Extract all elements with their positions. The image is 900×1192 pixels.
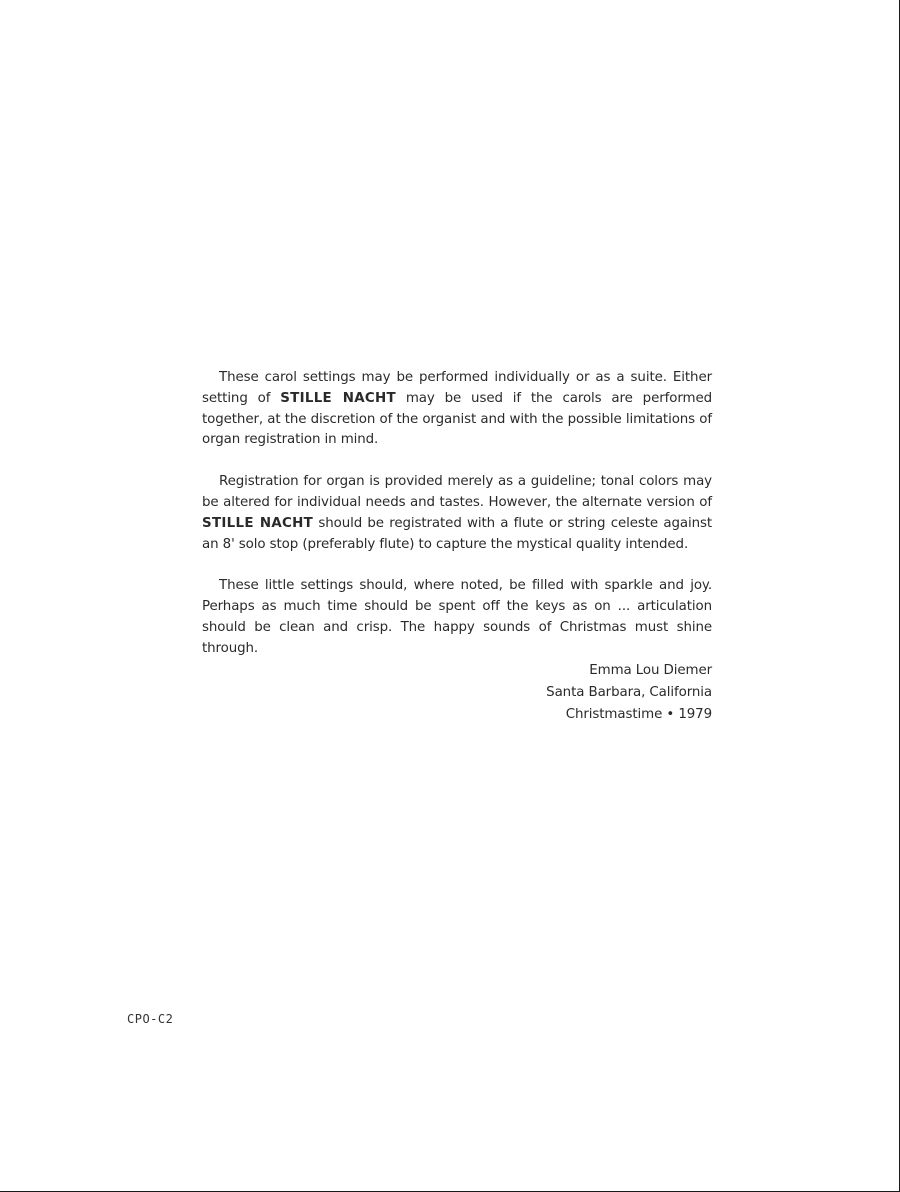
paragraph-performance-text-a: These carol settings may be performed individually or as a suite. Either setting of <box>202 370 712 406</box>
author-location: Santa Barbara, California <box>546 684 712 700</box>
signature-date: Christmastime • 1979 <box>565 706 712 722</box>
preface-text <box>202 368 712 726</box>
paragraph-registration-text-a: Registration for organ is provided merely as a guideline; tonal colors may be altered for individual needs and tastes. However, the alternate version of <box>202 474 712 510</box>
paragraph-registration-text-b: should be registrated with a flute or string celeste against an 8' solo stop (preferably flute) to capture the mystical quality intended. <box>202 515 712 552</box>
author-name: Emma Lou Diemer <box>589 662 712 678</box>
paragraph-performance <box>202 368 712 451</box>
title-stille-nacht-alt: STILLE NACHT <box>202 515 314 531</box>
paragraph-registration <box>202 472 712 555</box>
catalog-code: CPO-C2 <box>127 1012 174 1026</box>
paragraph-articulation: These little settings should, where noted, be filled with sparkle and joy. Perhaps as much time should be spent off the keys as on ... articulation should be clean and crisp. The happy sounds of Christmas must shine through. <box>202 578 712 656</box>
title-stille-nacht: STILLE NACHT <box>280 390 396 406</box>
signature-block <box>202 660 712 726</box>
paragraph-performance-text-b: may be used if the carols are performed together, at the discretion of the organist and with the possible limitations of organ registration in mind. <box>202 390 712 448</box>
